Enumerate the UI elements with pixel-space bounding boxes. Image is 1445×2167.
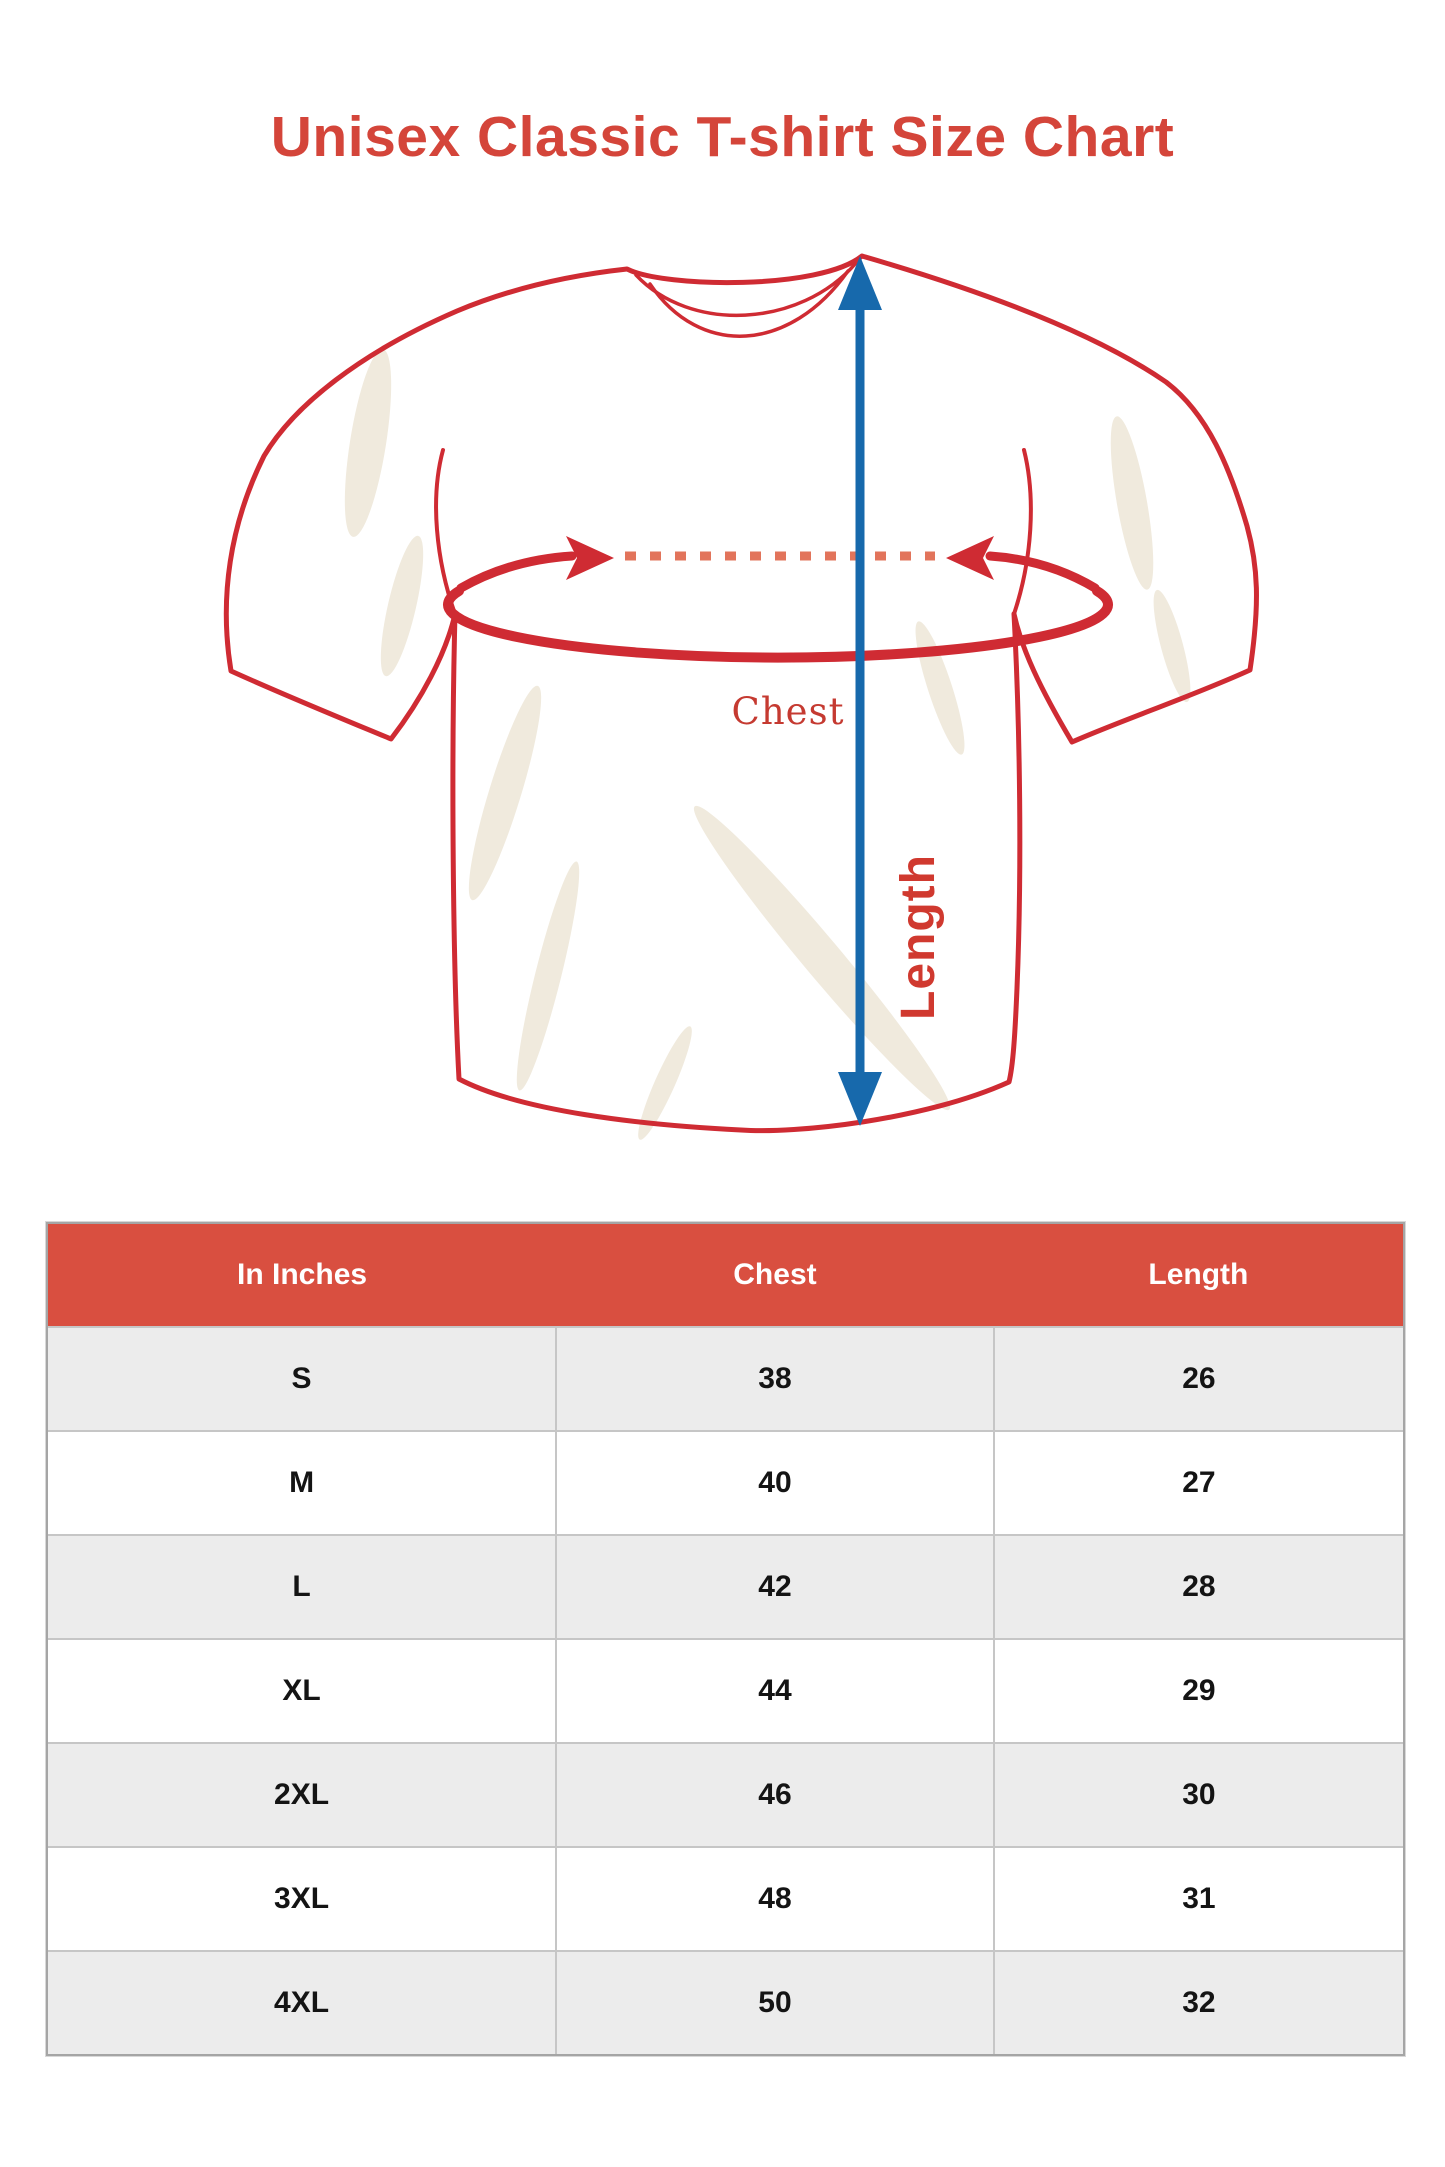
cell-length: 29 <box>994 1639 1403 1743</box>
size-table-header-row <box>48 1224 1403 1327</box>
cell-size: M <box>48 1431 556 1535</box>
cell-chest: 46 <box>556 1743 994 1847</box>
cell-length: 27 <box>994 1431 1403 1535</box>
table-row-s <box>48 1327 1403 1431</box>
cell-length: 32 <box>994 1951 1403 2054</box>
table-row-xl <box>48 1639 1403 1743</box>
table-row-4xl <box>48 1951 1403 2054</box>
tshirt-svg <box>0 168 1445 1178</box>
header-cell-length: Length <box>994 1224 1403 1327</box>
cell-size: 4XL <box>48 1951 556 2054</box>
table-row-m <box>48 1431 1403 1535</box>
cell-size: 3XL <box>48 1847 556 1951</box>
cell-size: XL <box>48 1639 556 1743</box>
header-cell-chest: Chest <box>556 1224 994 1327</box>
cell-chest: 38 <box>556 1327 994 1431</box>
cell-size: 2XL <box>48 1743 556 1847</box>
cell-size: S <box>48 1327 556 1431</box>
tshirt-measurement-diagram <box>0 168 1445 1178</box>
table-row-l <box>48 1535 1403 1639</box>
cell-chest: 42 <box>556 1535 994 1639</box>
cell-chest: 50 <box>556 1951 994 2054</box>
cell-chest: 48 <box>556 1847 994 1951</box>
size-table <box>48 1224 1403 2054</box>
cell-length: 30 <box>994 1743 1403 1847</box>
cell-length: 26 <box>994 1327 1403 1431</box>
size-table-container <box>46 1222 1405 2056</box>
cell-length: 31 <box>994 1847 1403 1951</box>
header-cell-in-inches: In Inches <box>48 1224 556 1327</box>
cell-chest: 44 <box>556 1639 994 1743</box>
length-label: Length <box>892 854 945 1020</box>
cell-chest: 40 <box>556 1431 994 1535</box>
cell-size: L <box>48 1535 556 1639</box>
cell-length: 28 <box>994 1535 1403 1639</box>
chest-label: Chest <box>731 690 845 733</box>
page-title: Unisex Classic T-shirt Size Chart <box>270 105 1175 169</box>
table-row-2xl <box>48 1743 1403 1847</box>
table-row-3xl <box>48 1847 1403 1951</box>
